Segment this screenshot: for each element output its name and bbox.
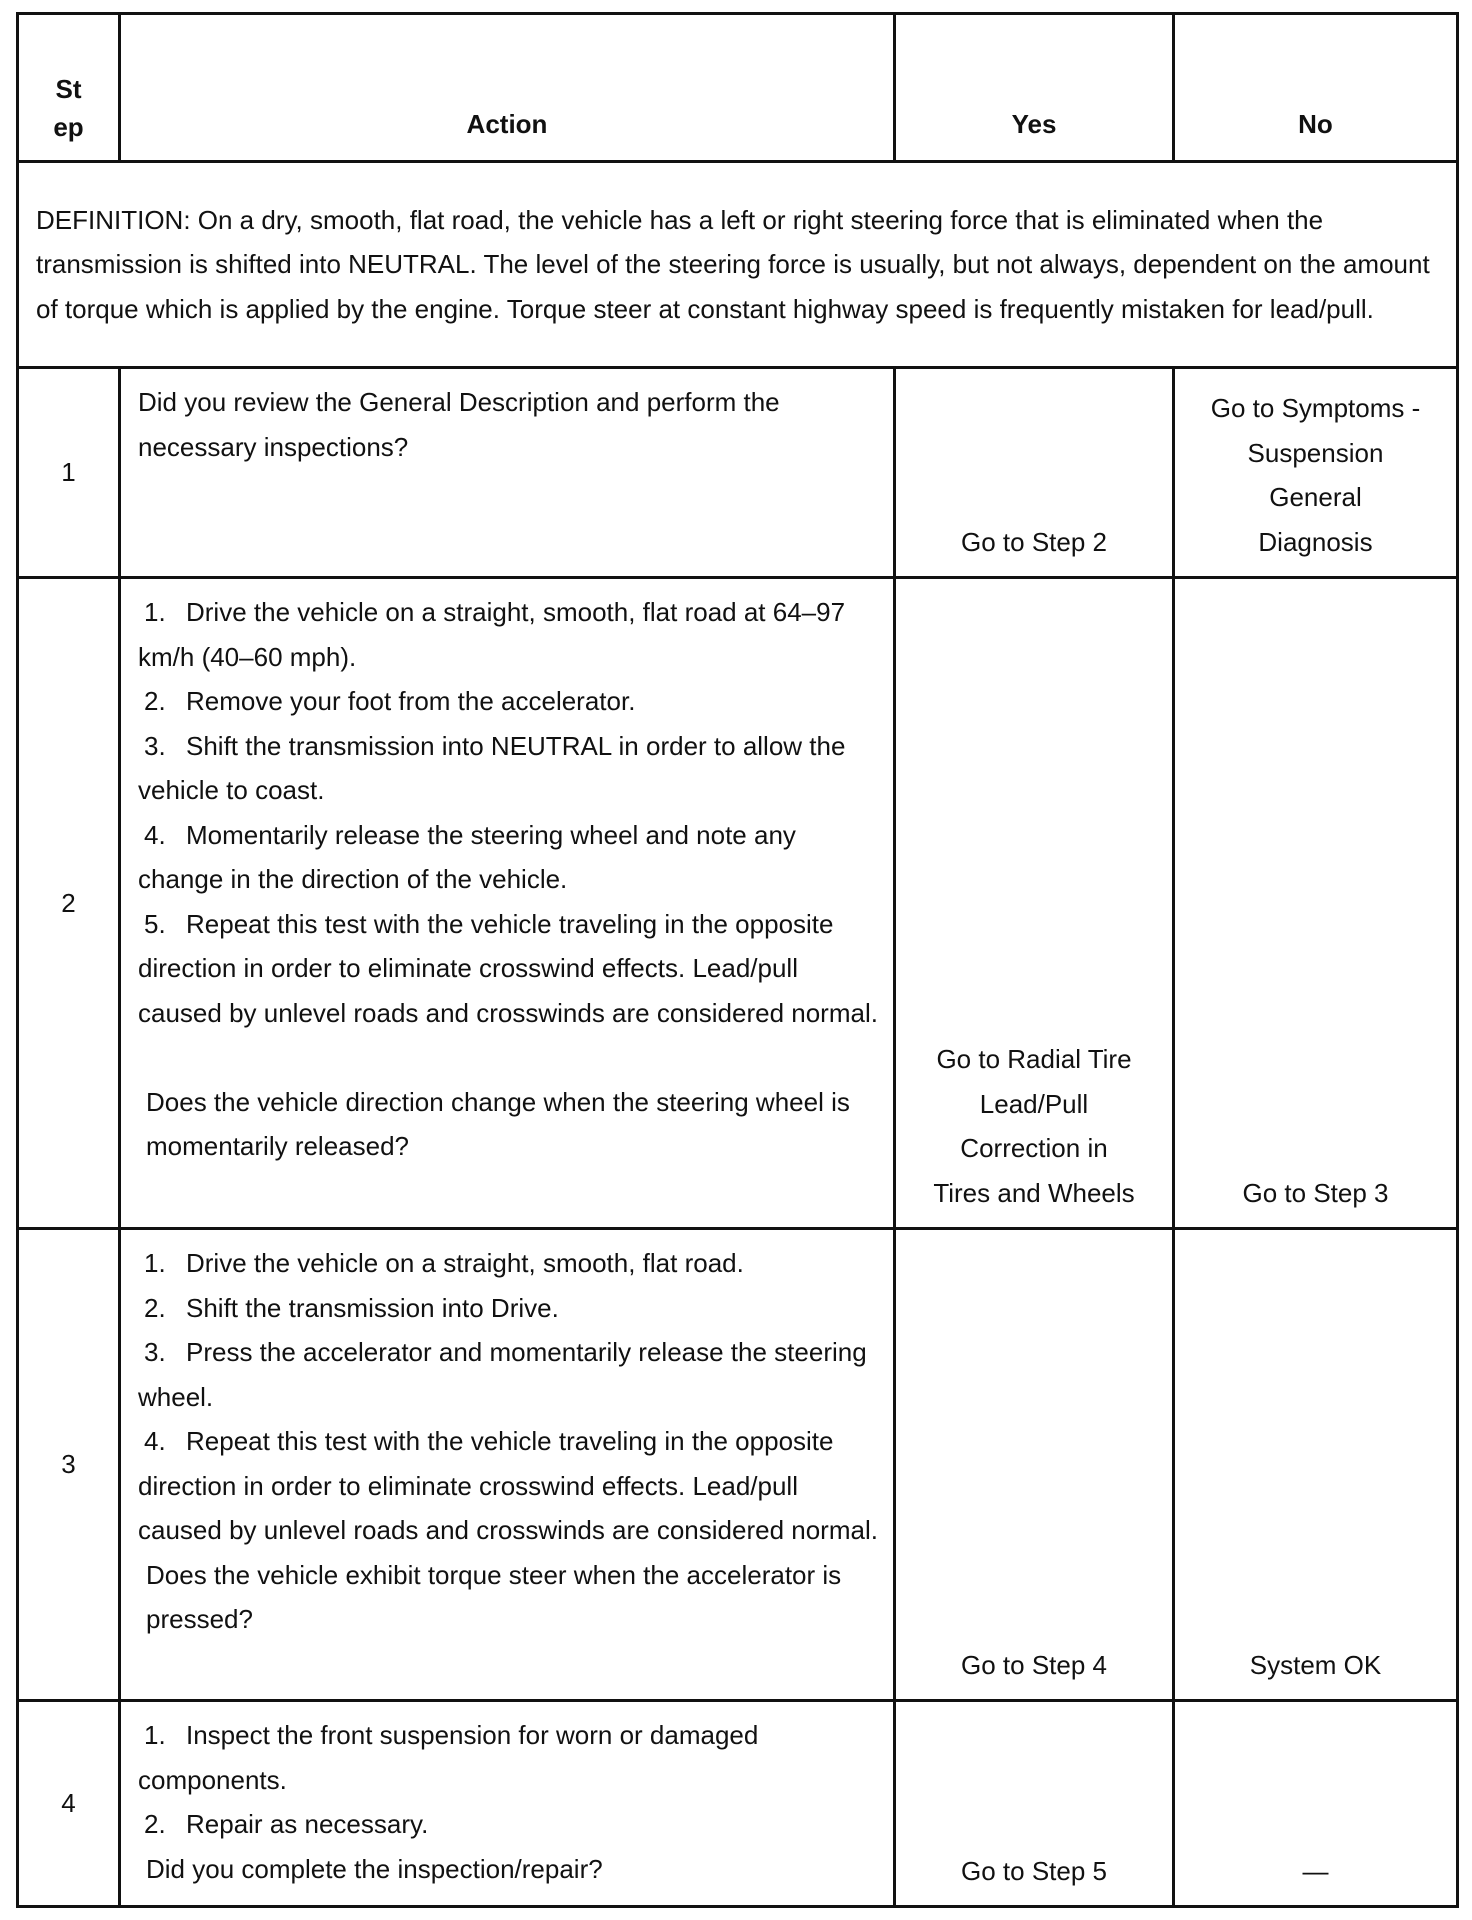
step-row-2 [18,578,1458,1229]
yes-outcome-line: Go to Step 5 [961,1855,1107,1886]
action-item [138,1713,881,1802]
header-step [18,14,120,162]
step-row-1 [18,368,1458,578]
action-item-text: Press the accelerator and momentarily release the steering wheel. [138,1337,867,1412]
no-outcome-line: General [1269,482,1362,512]
action-item [138,1241,881,1286]
action-item-number: 4. [144,1426,166,1456]
yes-outcome-line: Correction in [960,1133,1108,1163]
step-action [120,578,895,1229]
header-no: No [1174,14,1458,162]
header-step-line2: ep [53,112,84,142]
action-item-text: Drive the vehicle on a straight, smooth, flat road at 64–97 km/h (40–60 mph). [138,597,846,672]
action-item [138,1419,881,1553]
step-row-3 [18,1229,1458,1701]
action-item [138,590,881,679]
step-yes [895,1701,1174,1907]
yes-outcome-line: Lead/Pull [979,1088,1089,1119]
action-item-text: Momentarily release the steering wheel and note any change in the direction of the vehicle. [138,819,796,894]
action-item-text: Shift the transmission into Drive. [186,1292,559,1323]
action-item [138,1802,881,1847]
step-no [1174,1229,1458,1701]
action-item-number: 2. [144,1809,166,1839]
no-outcome-line: Go to Step 3 [1242,1177,1389,1208]
step-action [120,368,895,578]
yes-outcome-line: Go to Radial Tire [936,1044,1132,1074]
action-item [138,1286,881,1331]
header-row [18,14,1458,162]
action-item-number: 4. [144,819,166,850]
no-outcome-line: Diagnosis [1258,526,1373,557]
step-yes [895,578,1174,1229]
action-item [138,813,881,902]
action-item-text: Repeat this test with the vehicle traveling in the opposite direction in order to eliminate crosswind effects. Lead/pull caused by unlevel roads and crosswinds are considered normal. [138,1426,878,1545]
step-number: 1 [18,368,120,578]
step-action [120,1229,895,1701]
step-number: 4 [18,1701,120,1907]
spacer [138,1035,881,1080]
no-outcome-line: Go to Symptoms - [1210,393,1421,423]
action-item-text: Drive the vehicle on a straight, smooth, flat road. [186,1248,744,1278]
action-item-number: 3. [144,730,166,761]
header-step-line1: St [55,74,82,104]
action-item [138,1330,881,1419]
action-item [138,902,881,1036]
step-no [1174,1701,1458,1907]
action-item-number: 1. [144,1720,166,1750]
action-item-text: Remove your foot from the accelerator. [186,686,636,716]
no-outcome-line: — [1302,1855,1329,1886]
action-item-number: 1. [144,597,166,627]
action-intro: Did you review the General Description and perform the necessary inspections? [138,387,787,462]
action-question: Does the vehicle direction change when the steering wheel is momentarily released? [146,1086,850,1161]
step-row-4 [18,1701,1458,1907]
action-item-number: 2. [144,686,166,716]
step-no [1174,578,1458,1229]
no-outcome-line: Suspension [1247,437,1384,468]
action-item [138,724,881,813]
action-question: Does the vehicle exhibit torque steer when the accelerator is pressed? [146,1559,842,1634]
action-item-text: Repeat this test with the vehicle traveling in the opposite direction in order to eliminate crosswind effects. Lead/pull caused by unlevel roads and crosswinds are considered normal. [138,908,878,1028]
step-action [120,1701,895,1907]
step-no [1174,368,1458,578]
diagnostic-table [16,12,1459,1908]
action-item-number: 1. [144,1248,166,1278]
step-yes [895,1229,1174,1701]
step-number: 3 [18,1229,120,1701]
definition-text: DEFINITION: On a dry, smooth, flat road, the vehicle has a left or right steering force that is eliminated when the transmission is shifted into NEUTRAL. The level of the steering force is usually, but not always, dependent on the amount of torque which is applied by the engine. Torque steer at constant highway speed is frequently mistaken for lead/pull. [18,162,1458,368]
definition-row [18,162,1458,368]
step-yes [895,368,1174,578]
action-item-number: 3. [144,1337,166,1367]
header-yes: Yes [895,14,1174,162]
yes-outcome-line: Go to Step 4 [961,1649,1107,1680]
action-item-number: 2. [144,1292,166,1323]
no-outcome-line: System OK [1249,1649,1382,1680]
action-question: Did you complete the inspection/repair? [146,1853,603,1884]
yes-outcome-line: Tires and Wheels [933,1177,1135,1208]
action-item [138,679,881,724]
action-item-number: 5. [144,908,166,939]
action-item-text: Inspect the front suspension for worn or damaged components. [138,1720,759,1795]
action-item-text: Repair as necessary. [186,1809,429,1839]
step-number: 2 [18,578,120,1229]
action-item-text: Shift the transmission into NEUTRAL in order to allow the vehicle to coast. [138,730,846,805]
yes-outcome-line: Go to Step 2 [961,526,1107,557]
header-action: Action [120,14,895,162]
